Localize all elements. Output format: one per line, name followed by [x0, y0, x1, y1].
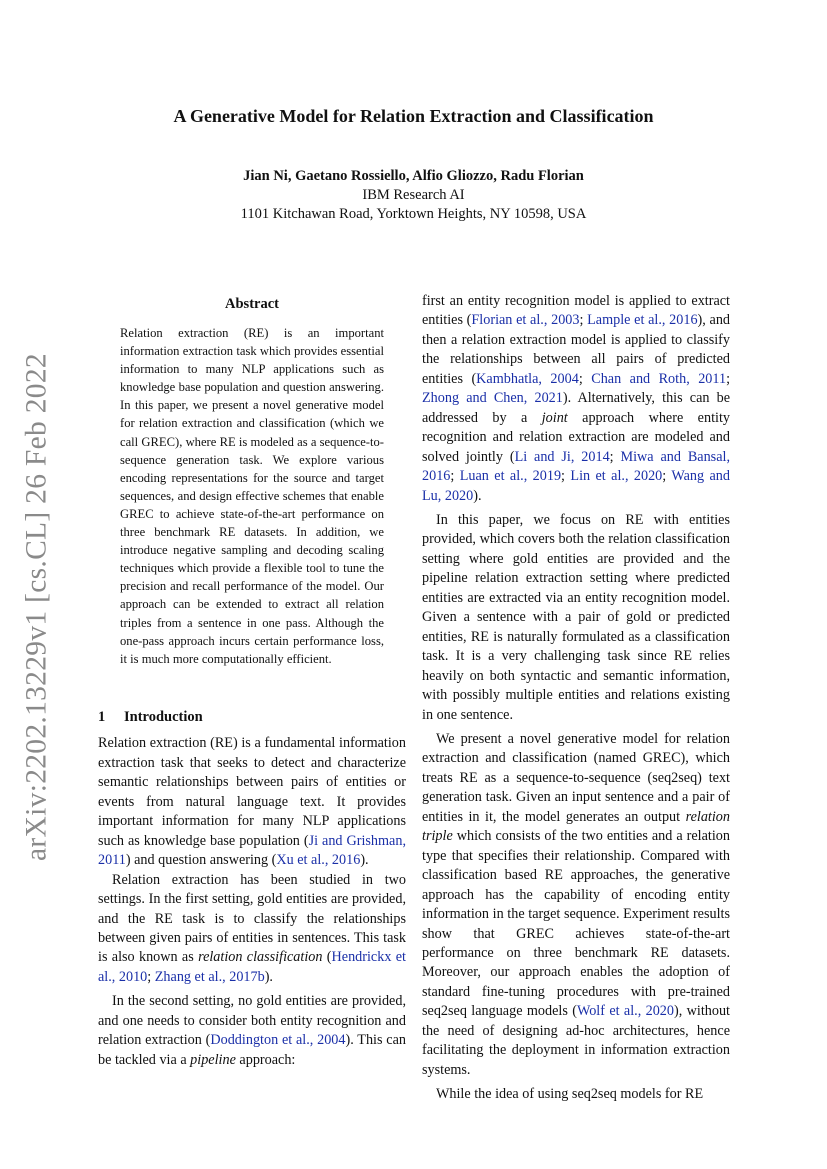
citation-link[interactable]: Wolf et al., 2020: [576, 1003, 674, 1020]
author-list: Jian Ni, Gaetano Rossiello, Alfio Gliozzo, Radu Florian: [243, 168, 584, 184]
citation-link[interactable]: Hendrickx et al., 2010: [98, 949, 406, 985]
citation-link[interactable]: Kambhatla, 2004: [476, 370, 579, 387]
paragraph: In the second setting, no gold entities are provided, and one needs to consider both entity recognition and relation extraction (Doddington et al., 2004). This can be tackled via a pipeline approach:: [98, 993, 406, 1068]
right-column: [422, 292, 730, 1105]
section-title: Introduction: [124, 709, 203, 725]
citation-link[interactable]: Chan and Roth, 2011: [591, 370, 727, 387]
citation-link[interactable]: Wang and Lu, 2020: [422, 468, 730, 504]
citation-link[interactable]: Luan et al., 2019: [459, 468, 562, 485]
citation-link[interactable]: Florian et al., 2003: [471, 312, 580, 329]
arxiv-stamp: [4, 353, 70, 861]
paragraph: Relation extraction has been studied in two settings. In the first setting, gold entities are provided, and the RE task is to classify the relationships between given pairs of entities in sentences. This task is also known as relation classification (Hendrickx et al., 2010; Zhang et al., 2017b).: [98, 871, 406, 985]
arxiv-id: arXiv:2202.13229v1 [cs.CL] 26 Feb 2022: [20, 353, 53, 861]
citation-link[interactable]: Miwa and Bansal, 2016: [422, 448, 730, 485]
section-number: 1: [98, 709, 106, 725]
citation-link[interactable]: Lample et al., 2016: [587, 312, 698, 329]
paper-title: A Generative Model for Relation Extraction and Classification: [173, 106, 654, 126]
abstract-text: Relation extraction (RE) is an important information extraction task which provides essential information to many NLP applications such as knowledge base population and question answering. In this paper, we present a novel generative model for relation extraction and classification (which we call GREC), where RE is modeled as a sequence-to-sequence generation task. We explore various encoding representations for the source and target sequences, and design effective schemes that enable GREC to achieve state-of-the-art performance on three benchmark RE datasets. In addition, we introduce negative sampling and decoding scaling techniques which provide a flexible tool to tune the precision and recall performance of the model. Our approach can be extended to extract all relation triples from a sentence in one pass. Although the one-pass approach incurs certain performance loss, it is much more computationally efficient.: [120, 326, 384, 666]
left-column: [98, 708, 406, 1070]
paragraph: While the idea of using seq2seq models for RE: [436, 1086, 704, 1103]
citation-link[interactable]: Ji and Grishman, 2011: [98, 832, 406, 869]
affiliation: IBM Research AI: [362, 187, 465, 203]
abstract-heading: Abstract: [225, 296, 279, 312]
citation-link[interactable]: Zhong and Chen, 2021: [422, 390, 563, 407]
citation-link[interactable]: Xu et al., 2016: [276, 852, 361, 869]
citation-link[interactable]: Doddington et al., 2004: [210, 1032, 346, 1049]
citation-link[interactable]: Li and Ji, 2014: [514, 448, 610, 465]
paragraph: In this paper, we focus on RE with entities provided, which covers both the relation classification setting where gold entities are provided and the pipeline relation extraction setting where predicted entities are extracted via an entity recognition model. Given a sentence with a pair of gold or predicted entities, RE is naturally formulated as a classification task. It is a very challenging task since RE relies heavily on both syntactic and semantic information, with possibly multiple entities and relations existing in one sentence.: [422, 511, 730, 723]
citation-link[interactable]: Lin et al., 2020: [570, 468, 663, 485]
address: 1101 Kitchawan Road, Yorktown Heights, NY 10598, USA: [240, 206, 587, 222]
section-heading: [98, 708, 406, 727]
paragraph: first an entity recognition model is applied to extract entities (Florian et al., 2003; Lample et al., 2016), and then a relation extraction model is applied to classify the relationships between all pairs of predicted entities (Kambhatla, 2004; Chan and Roth, 2011; Zhong and Chen, 2021). Alternatively, this can be addressed by a joint approach where entity recognition and relation extraction are modeled and solved jointly (Li and Ji, 2014; Miwa and Bansal, 2016; Luan et al., 2019; Lin et al., 2020; Wang and Lu, 2020).: [422, 293, 731, 504]
paragraph: We present a novel generative model for relation extraction and classification (named GREC), which treats RE as a sequence-to-sequence (seq2seq) text generation task. Given an input sentence and a pair of entities in it, the model generates an output relation triple which consists of the two entities and a relation type that specifies their relationship. Compared with classification based RE approaches, the generative approach has the capability of encoding entity information in the target sequence. Experiment results show that GREC achieves state-of-the-art performance on three benchmark RE datasets. Moreover, our approach enables the adoption of standard fine-tuning procedures with pre-trained seq2seq language models (Wolf et al., 2020), without the need of designing ad-hoc architectures, hence facilitating the deployment in information extraction systems.: [422, 730, 730, 1078]
paragraph: Relation extraction (RE) is a fundamental information extraction task that seeks to detect and characterize semantic relationships between pairs of entities or events from natural language text. It provides important information for many NLP applications such as knowledge base population (Ji and Grishman, 2011) and question answering (Xu et al., 2016).: [98, 735, 406, 869]
citation-link[interactable]: Zhang et al., 2017b: [154, 968, 265, 985]
